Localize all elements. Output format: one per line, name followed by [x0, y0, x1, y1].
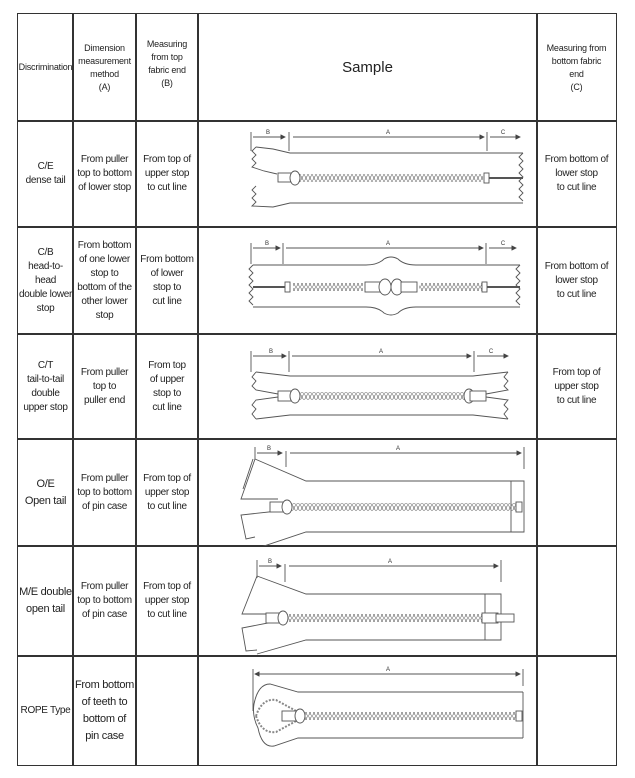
tape-top-edge: [256, 372, 508, 376]
row-method-c: [537, 334, 616, 439]
dimension-label-a: A: [385, 241, 391, 247]
row-method-b: [136, 227, 198, 334]
dimension-label-b: B: [267, 559, 273, 565]
row-type-label: C/E dense tail: [25, 161, 66, 186]
slider-body: [295, 709, 305, 723]
row-type-label: C/T tail-to-tail double upper stop: [23, 359, 68, 413]
row-method-b-text: From top of upper stop to cut line: [143, 154, 191, 193]
tape-cut-edge: [252, 147, 277, 174]
row-method-c: [537, 439, 616, 546]
zipper-drawing-double-open-end: [198, 546, 537, 656]
dimension-label-a: A: [385, 130, 391, 136]
row-method-a: [73, 546, 136, 656]
row-type-label: ROPE Type: [20, 704, 71, 716]
tape-lower-leg: [242, 622, 273, 651]
row-method-a-text: From bottom of one lower stop to bottom of the other lower stop: [77, 239, 132, 321]
dimension-label-b: B: [268, 349, 274, 355]
header-top-fabric-label: Measuring from top fabric end (B): [146, 39, 188, 88]
header-discrimination: [18, 14, 73, 121]
tape-outline: [255, 459, 524, 546]
zipper-drawing-closed-end: [198, 121, 537, 227]
row-method-a-text: From bottom of teeth to bottom of pin case: [74, 678, 135, 742]
slider-body: [290, 389, 300, 403]
tape-top-edge: [256, 147, 523, 153]
row-method-c: [537, 546, 616, 656]
row-method-a: [73, 656, 136, 765]
row-method-b: [136, 121, 198, 227]
header-bottom-fabric-label: Measuring from bottom fabric end (C): [546, 42, 607, 92]
header-sample: [198, 14, 537, 121]
tape-upper-leg: [242, 576, 273, 614]
row-method-c-text: From bottom of lower stop to cut line: [544, 154, 609, 193]
dimension-label-a: A: [387, 559, 393, 565]
zipper-drawing-rope-type: [198, 656, 537, 765]
row-method-a-text: From puller top to bottom of pin case: [77, 472, 132, 512]
row-type-label: C/B head-to-head double lower stop: [18, 246, 73, 314]
zipper-drawing-open-end: [198, 439, 537, 546]
row-type-label: O/E Open tail: [24, 477, 67, 507]
slider-puller: [496, 614, 514, 622]
row-method-c: [537, 227, 616, 334]
row-method-a: [73, 121, 136, 227]
row-method-b: [136, 334, 198, 439]
row-method-b: [136, 546, 198, 656]
dimension-label-a: A: [395, 446, 401, 452]
slider-body: [282, 500, 292, 514]
row-method-b: [136, 439, 198, 546]
pin-case: [516, 711, 522, 721]
tape-top-edge: [253, 257, 520, 265]
row-method-c: [537, 656, 616, 765]
row-method-b: [136, 656, 198, 765]
row-method-a: [73, 439, 136, 546]
dimension-label-b: B: [264, 241, 270, 247]
zipper-teeth: [288, 614, 484, 622]
lower-stop: [482, 282, 487, 292]
row-method-a: [73, 227, 136, 334]
tape-left-edge: [252, 372, 278, 419]
dimension-label-a: A: [378, 349, 384, 355]
header-discrimination-label: Discrimination: [18, 62, 73, 72]
dimension-label-b: B: [266, 446, 272, 452]
lower-stop: [285, 282, 290, 292]
dimension-label-c: C: [488, 349, 494, 355]
slider-puller: [401, 282, 417, 292]
zipper-teeth: [298, 392, 466, 400]
slider-body: [379, 279, 391, 295]
row-method-c-text: From bottom of lower stop to cut line: [544, 260, 609, 300]
zipper-measurement-table: [17, 13, 617, 766]
zipper-teeth: [419, 283, 483, 291]
tape-left-edge: [249, 265, 253, 305]
tape-lower-leg: [241, 511, 278, 539]
header-dimension: [73, 14, 136, 121]
row-type: [18, 439, 73, 546]
tape-bottom-edge: [253, 307, 520, 315]
zipper-teeth: [296, 712, 518, 720]
row-type-label: M/E double open tail: [19, 586, 72, 615]
slider-body: [290, 171, 300, 185]
row-method-a-text: From puller top to bottom of pin case: [77, 581, 132, 620]
zipper-teeth: [288, 503, 516, 511]
dimension-label-c: C: [500, 241, 506, 247]
row-method-c: [537, 121, 616, 227]
tape-bottom-edge: [256, 415, 508, 419]
zipper-drawing-head-to-head: [198, 227, 537, 334]
tape-right-edge: [516, 265, 520, 305]
slider-body: [278, 611, 288, 625]
header-top-fabric: [136, 14, 198, 114]
tape-reinforcement: [243, 459, 253, 489]
row-method-b-text: From top of upper stop to cut line: [143, 581, 191, 620]
row-method-b-text: From bottom of lower stop to cut line: [140, 253, 194, 307]
dimension-label-a: A: [385, 667, 391, 673]
tape-bottom-edge: [252, 186, 523, 207]
dimension-label-c: C: [500, 130, 506, 136]
row-method-a-text: From puller top to bottom of lower stop: [77, 154, 132, 193]
row-method-c-text: From top of upper stop to cut line: [552, 366, 601, 406]
tape-right-edge: [486, 372, 508, 419]
lower-stop: [484, 173, 489, 183]
zipper-teeth: [298, 174, 483, 182]
header-bottom-fabric: [537, 14, 616, 121]
row-method-b-text: From top of upper stop to cut line: [143, 472, 191, 512]
row-method-a: [73, 334, 136, 439]
row-type: [18, 227, 73, 334]
dimension-label-b: B: [265, 130, 271, 136]
row-method-b-text: From top of upper stop to cut line: [148, 359, 186, 413]
header-sample-label: Sample: [342, 59, 393, 76]
zipper-teeth: [293, 283, 363, 291]
pin-case: [516, 502, 522, 512]
zipper-drawing-tail-to-tail: [198, 334, 537, 439]
row-type: [18, 334, 73, 439]
row-type: [18, 121, 73, 227]
row-method-a-text: From puller top to puller end: [80, 366, 129, 406]
row-type: [18, 546, 73, 656]
header-dimension-label: Dimension measurement method (A): [78, 42, 131, 92]
slider-puller: [470, 391, 486, 401]
row-type: [18, 656, 73, 765]
